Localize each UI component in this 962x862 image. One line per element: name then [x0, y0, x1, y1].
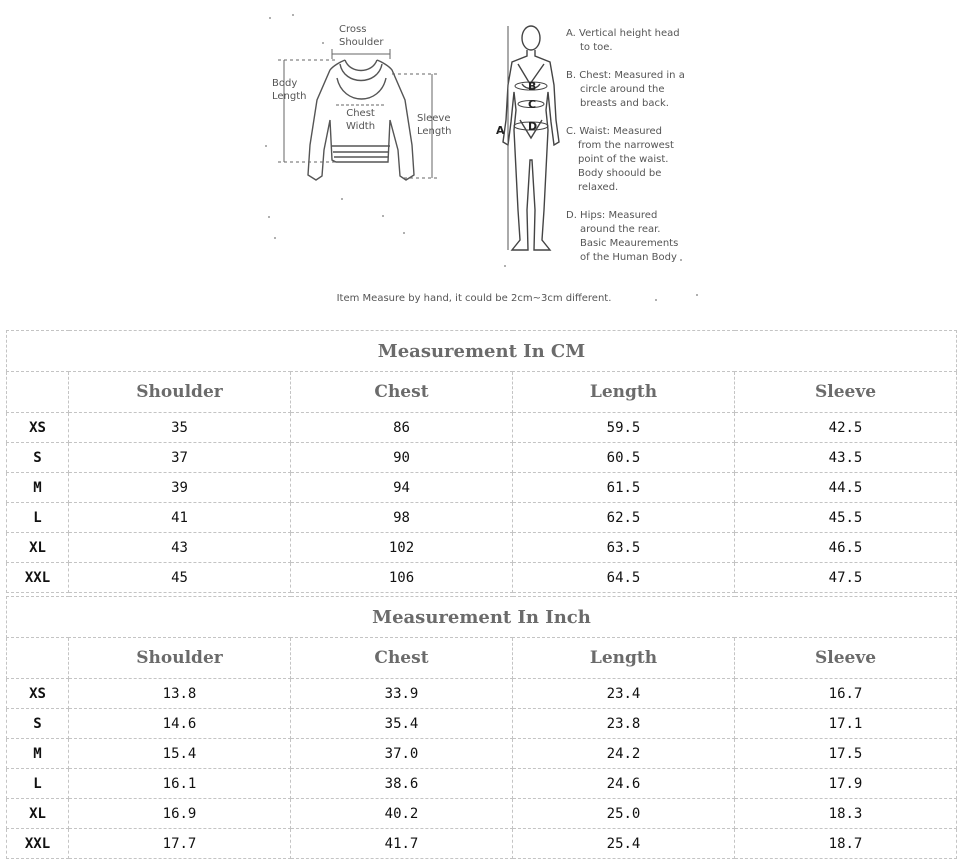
header-length: Length: [513, 638, 735, 679]
table-row: [7, 443, 957, 473]
length-value: 24.2: [513, 739, 735, 769]
size-label: XL: [7, 533, 69, 563]
shoulder-value: 37: [69, 443, 291, 473]
length-value: 25.0: [513, 799, 735, 829]
table-header-row: [7, 372, 957, 413]
note-d-line-1: D. Hips: Measured: [566, 210, 658, 221]
measurement-diagram: [0, 0, 962, 330]
note-a-line-2: to toe.: [580, 42, 613, 53]
shoulder-value: 35: [69, 413, 291, 443]
sleeve-length-line-1: Sleeve: [417, 113, 451, 124]
inch-table-title: Measurement In Inch: [7, 597, 957, 638]
chest-value: 94: [291, 473, 513, 503]
chest-value: 41.7: [291, 829, 513, 859]
length-value: 62.5: [513, 503, 735, 533]
size-label: M: [7, 473, 69, 503]
corner-cell: [7, 638, 69, 679]
length-value: 25.4: [513, 829, 735, 859]
chest-value: 86: [291, 413, 513, 443]
shoulder-value: 43: [69, 533, 291, 563]
letter-d: D: [528, 120, 538, 133]
sleeve-value: 17.5: [735, 739, 957, 769]
note-c-line-5: relaxed.: [578, 182, 619, 193]
sleeve-value: 17.9: [735, 769, 957, 799]
size-label: S: [7, 443, 69, 473]
note-c-line-3: point of the waist.: [578, 154, 669, 165]
shoulder-value: 17.7: [69, 829, 291, 859]
chest-value: 35.4: [291, 709, 513, 739]
sleeve-value: 45.5: [735, 503, 957, 533]
note-a: [566, 27, 680, 55]
header-sleeve: Sleeve: [735, 372, 957, 413]
chest-width-label: [346, 107, 375, 133]
sleeve-value: 42.5: [735, 413, 957, 443]
table-row: [7, 829, 957, 859]
shoulder-value: 14.6: [69, 709, 291, 739]
note-c-line-1: C. Waist: Measured: [566, 126, 663, 137]
shoulder-value: 45: [69, 563, 291, 593]
size-label: S: [7, 709, 69, 739]
chest-width-line-2: Width: [346, 121, 376, 132]
sleeve-value: 47.5: [735, 563, 957, 593]
note-b-line-3: breasts and back.: [580, 98, 669, 109]
length-value: 60.5: [513, 443, 735, 473]
header-shoulder: Shoulder: [69, 638, 291, 679]
note-d: [566, 209, 678, 265]
length-value: 59.5: [513, 413, 735, 443]
chest-value: 90: [291, 443, 513, 473]
sleeve-value: 17.1: [735, 709, 957, 739]
size-label: XL: [7, 799, 69, 829]
chest-value: 40.2: [291, 799, 513, 829]
shoulder-value: 13.8: [69, 679, 291, 709]
table-row: [7, 563, 957, 593]
inch-size-table: [6, 596, 957, 859]
size-label: L: [7, 769, 69, 799]
length-value: 24.6: [513, 769, 735, 799]
chest-value: 38.6: [291, 769, 513, 799]
shoulder-value: 41: [69, 503, 291, 533]
table-title-row: [7, 597, 957, 638]
chest-width-line-1: Chest: [346, 108, 375, 119]
corner-cell: [7, 372, 69, 413]
table-row: [7, 473, 957, 503]
table-row: [7, 769, 957, 799]
sleeve-value: 46.5: [735, 533, 957, 563]
letter-c: C: [528, 98, 537, 111]
length-value: 23.4: [513, 679, 735, 709]
size-label: XS: [7, 679, 69, 709]
size-label: XXL: [7, 563, 69, 593]
sleeve-value: 18.3: [735, 799, 957, 829]
cm-table-title: Measurement In CM: [7, 331, 957, 372]
header-chest: Chest: [291, 638, 513, 679]
size-label: L: [7, 503, 69, 533]
length-value: 64.5: [513, 563, 735, 593]
note-c: [566, 125, 674, 195]
length-value: 63.5: [513, 533, 735, 563]
note-b: [566, 69, 685, 111]
table-row: [7, 533, 957, 563]
letter-b: B: [528, 80, 537, 93]
cross-shoulder-line-1: Cross: [339, 24, 367, 35]
chest-value: 37.0: [291, 739, 513, 769]
shoulder-value: 16.9: [69, 799, 291, 829]
chest-value: 106: [291, 563, 513, 593]
sleeve-value: 16.7: [735, 679, 957, 709]
body-length-label: [272, 77, 307, 103]
size-label: XS: [7, 413, 69, 443]
length-value: 23.8: [513, 709, 735, 739]
disclaimer: Item Measure by hand, it could be 2cm~3cm different.: [336, 293, 612, 304]
sleeve-value: 18.7: [735, 829, 957, 859]
chest-value: 33.9: [291, 679, 513, 709]
table-row: [7, 503, 957, 533]
table-row: [7, 679, 957, 709]
note-d-line-4: of the Human Body: [580, 252, 677, 263]
chest-value: 98: [291, 503, 513, 533]
length-value: 61.5: [513, 473, 735, 503]
header-shoulder: Shoulder: [69, 372, 291, 413]
header-length: Length: [513, 372, 735, 413]
note-d-line-2: around the rear.: [580, 224, 661, 235]
cm-size-table: [6, 330, 957, 593]
cross-shoulder-label: [339, 23, 384, 49]
table-title-row: [7, 331, 957, 372]
size-label: XXL: [7, 829, 69, 859]
diagram-drawing: [0, 0, 962, 330]
body-figure: [503, 26, 559, 250]
table-row: [7, 413, 957, 443]
body-length-line-2: Length: [272, 91, 307, 102]
shoulder-value: 15.4: [69, 739, 291, 769]
chest-value: 102: [291, 533, 513, 563]
sleeve-length-line-2: Length: [417, 126, 452, 137]
note-c-line-2: from the narrowest: [578, 140, 674, 151]
note-c-line-4: Body shoould be: [578, 168, 662, 179]
table-header-row: [7, 638, 957, 679]
shoulder-value: 16.1: [69, 769, 291, 799]
cross-shoulder-line-2: Shoulder: [339, 37, 384, 48]
note-b-line-1: B. Chest: Measured in a: [566, 70, 685, 81]
table-row: [7, 739, 957, 769]
sleeve-value: 44.5: [735, 473, 957, 503]
header-chest: Chest: [291, 372, 513, 413]
note-a-line-1: A. Vertical height head: [566, 28, 680, 39]
table-row: [7, 709, 957, 739]
shoulder-value: 39: [69, 473, 291, 503]
table-row: [7, 799, 957, 829]
sleeve-length-label: [417, 112, 452, 138]
note-d-line-3: Basic Meaurements: [580, 238, 679, 249]
size-label: M: [7, 739, 69, 769]
header-sleeve: Sleeve: [735, 638, 957, 679]
letter-a: A: [496, 124, 505, 137]
sleeve-value: 43.5: [735, 443, 957, 473]
note-b-line-2: circle around the: [580, 84, 665, 95]
body-length-line-1: Body: [272, 78, 298, 89]
